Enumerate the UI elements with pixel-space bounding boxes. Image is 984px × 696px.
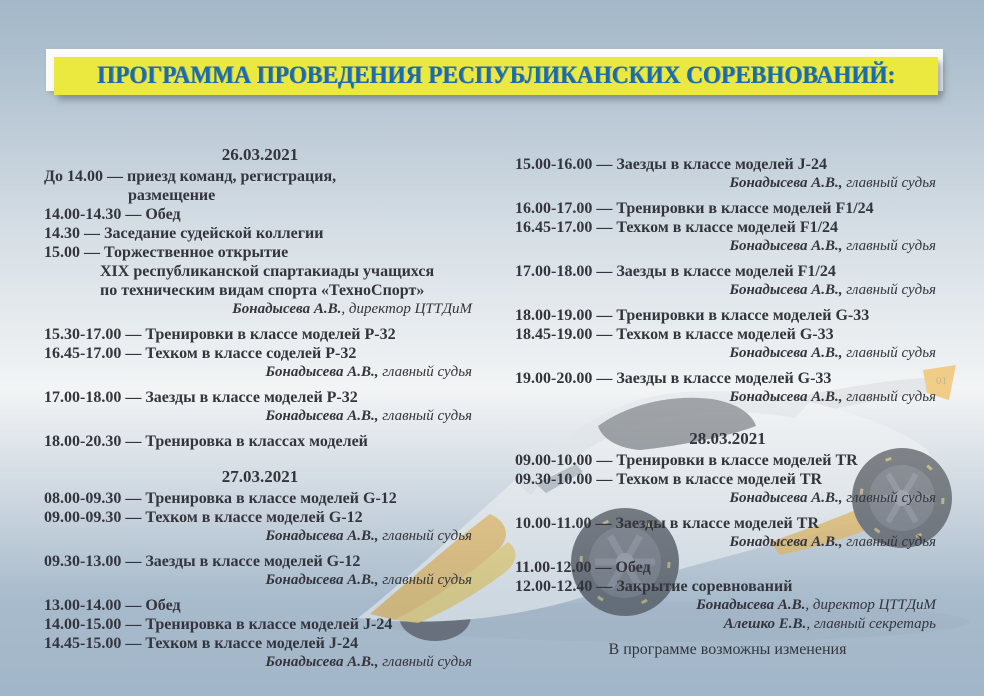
schedule-line: 09.30-13.00 — Заезды в классе моделей G-12 xyxy=(44,553,361,570)
title-banner xyxy=(54,57,938,95)
schedule-line: 13.00-14.00 — Обед xyxy=(44,597,181,614)
signature-name: Бонадысева А.В., xyxy=(265,364,379,380)
signature-line xyxy=(515,615,940,634)
signature-name: Бонадысева А.В. xyxy=(696,597,806,613)
schedule-line: 14.00-15.00 — Тренировка в классе моделей J-24 xyxy=(44,616,393,633)
signature-name: Бонадысева А.В., xyxy=(729,389,843,405)
signature-line xyxy=(44,653,476,672)
signature-name: Бонадысева А.В., xyxy=(729,345,843,361)
schedule-line: 15.30-17.00 — Тренировки в классе моделей Р-32 xyxy=(44,326,396,343)
signature-role: главный судья xyxy=(378,528,472,544)
signature-role: главный судья xyxy=(842,534,936,550)
schedule-line: 14.30 — Заседание судейской коллегии xyxy=(44,225,324,242)
signature-line xyxy=(515,344,940,363)
signature-name: Алешко Е.В. xyxy=(723,616,807,632)
signature-name: Бонадысева А.В., xyxy=(729,534,843,550)
date-heading: 28.03.2021 xyxy=(689,429,766,448)
schedule-line: 18.45-19.00 — Техком в классе моделей G-33 xyxy=(515,326,834,343)
signature-line xyxy=(515,281,940,300)
schedule-column-left xyxy=(44,145,476,672)
signature-line xyxy=(44,300,476,319)
signature-role: главный судья xyxy=(842,238,936,254)
schedule-line: 18.00-19.00 — Тренировки в классе моделей G-33 xyxy=(515,307,870,324)
signature-line xyxy=(44,407,476,426)
signature-name: Бонадысева А.В., xyxy=(729,175,843,191)
schedule-line: 09.30-10.00 — Техком в классе моделей TR xyxy=(515,471,823,488)
schedule-line: 08.00-09.30 — Тренировка в классе моделей G-12 xyxy=(44,490,397,507)
car-number: 01 xyxy=(936,375,947,387)
schedule-line-continuation: размещение xyxy=(128,187,216,204)
signature-name: Бонадысева А.В., xyxy=(265,572,379,588)
schedule-line-continuation: по техническим видам спорта «ТехноСпорт» xyxy=(100,282,425,299)
signature-name: Бонадысева А.В., xyxy=(265,654,379,670)
signature-name: Бонадысева А.В., xyxy=(729,490,843,506)
signature-role: главный судья xyxy=(842,490,936,506)
signature-role: главный судья xyxy=(378,408,472,424)
schedule-line: 12.00-12.40 — Закрытие соревнований xyxy=(515,578,793,595)
signature-name: Бонадысева А.В. xyxy=(232,301,342,317)
signature-line xyxy=(515,237,940,256)
footer-note: В программе возможны изменения xyxy=(608,641,847,658)
signature-role: , директор ЦТТДиМ xyxy=(805,597,936,613)
schedule-line: 18.00-20.30 — Тренировка в классах моделей xyxy=(44,433,368,450)
schedule-line: 16.00-17.00 — Тренировки в классе моделей F1/24 xyxy=(515,200,874,217)
signature-line xyxy=(515,596,940,615)
signature-name: Бонадысева А.В., xyxy=(265,408,379,424)
signature-name: Бонадысева А.В., xyxy=(729,238,843,254)
schedule-line: 14.45-15.00 — Техком в классе моделей J-24 xyxy=(44,635,359,652)
signature-line xyxy=(44,527,476,546)
schedule-line: 16.45-17.00 — Техком в классе моделей F1/24 xyxy=(515,219,839,236)
schedule-line: 09.00-09.30 — Техком в классе моделей G-12 xyxy=(44,509,363,526)
schedule-line: 17.00-18.00 — Заезды в классе моделей Р-32 xyxy=(44,389,358,406)
schedule-line: 19.00-20.00 — Заезды в классе моделей G-33 xyxy=(515,370,832,387)
page-title: ПРОГРАММА ПРОВЕДЕНИЯ РЕСПУБЛИКАНСКИХ СОРЕВНОВАНИЙ: xyxy=(96,62,896,89)
signature-role: главный судья xyxy=(842,345,936,361)
signature-role: главный судья xyxy=(842,389,936,405)
date-heading: 26.03.2021 xyxy=(221,145,299,164)
signature-line xyxy=(515,174,940,193)
signature-line xyxy=(515,388,940,407)
schedule-line: 16.45-17.00 — Техком в классе соделей Р-32 xyxy=(44,345,357,362)
signature-name: Бонадысева А.В., xyxy=(729,282,843,298)
schedule-line: 17.00-18.00 — Заезды в классе моделей F1/24 xyxy=(515,263,836,280)
signature-line xyxy=(515,533,940,552)
signature-role: главный судья xyxy=(378,572,472,588)
schedule-line: 15.00-16.00 — Заезды в классе моделей J-24 xyxy=(515,156,827,173)
schedule-line: 09.00-10.00 — Тренировки в классе моделей TR xyxy=(515,452,858,469)
schedule-line: 11.00-12.00 — Обед xyxy=(515,559,651,576)
schedule-line: 15.00 — Торжественное открытие xyxy=(44,244,289,261)
signature-line xyxy=(44,571,476,590)
signature-role: главный судья xyxy=(842,282,936,298)
schedule-line: 14.00-14.30 — Обед xyxy=(44,206,181,223)
date-heading: 27.03.2021 xyxy=(221,467,299,486)
signature-role: , главный секретарь xyxy=(806,616,936,632)
signature-role: главный судья xyxy=(378,654,472,670)
signature-line xyxy=(44,363,476,382)
signature-line xyxy=(515,489,940,508)
signature-role: главный судья xyxy=(842,175,936,191)
schedule-line-continuation: XIX республиканской спартакиады учащихся xyxy=(100,263,435,280)
signature-role: главный судья xyxy=(378,364,472,380)
schedule-line: 10.00-11.00 — Заезды в классе моделей TR xyxy=(515,515,819,532)
schedule-line: До 14.00 — приезд команд, регистрация, xyxy=(44,168,337,185)
signature-role: , директор ЦТТДиМ xyxy=(341,301,472,317)
signature-name: Бонадысева А.В., xyxy=(265,528,379,544)
schedule-column-right xyxy=(515,155,940,659)
